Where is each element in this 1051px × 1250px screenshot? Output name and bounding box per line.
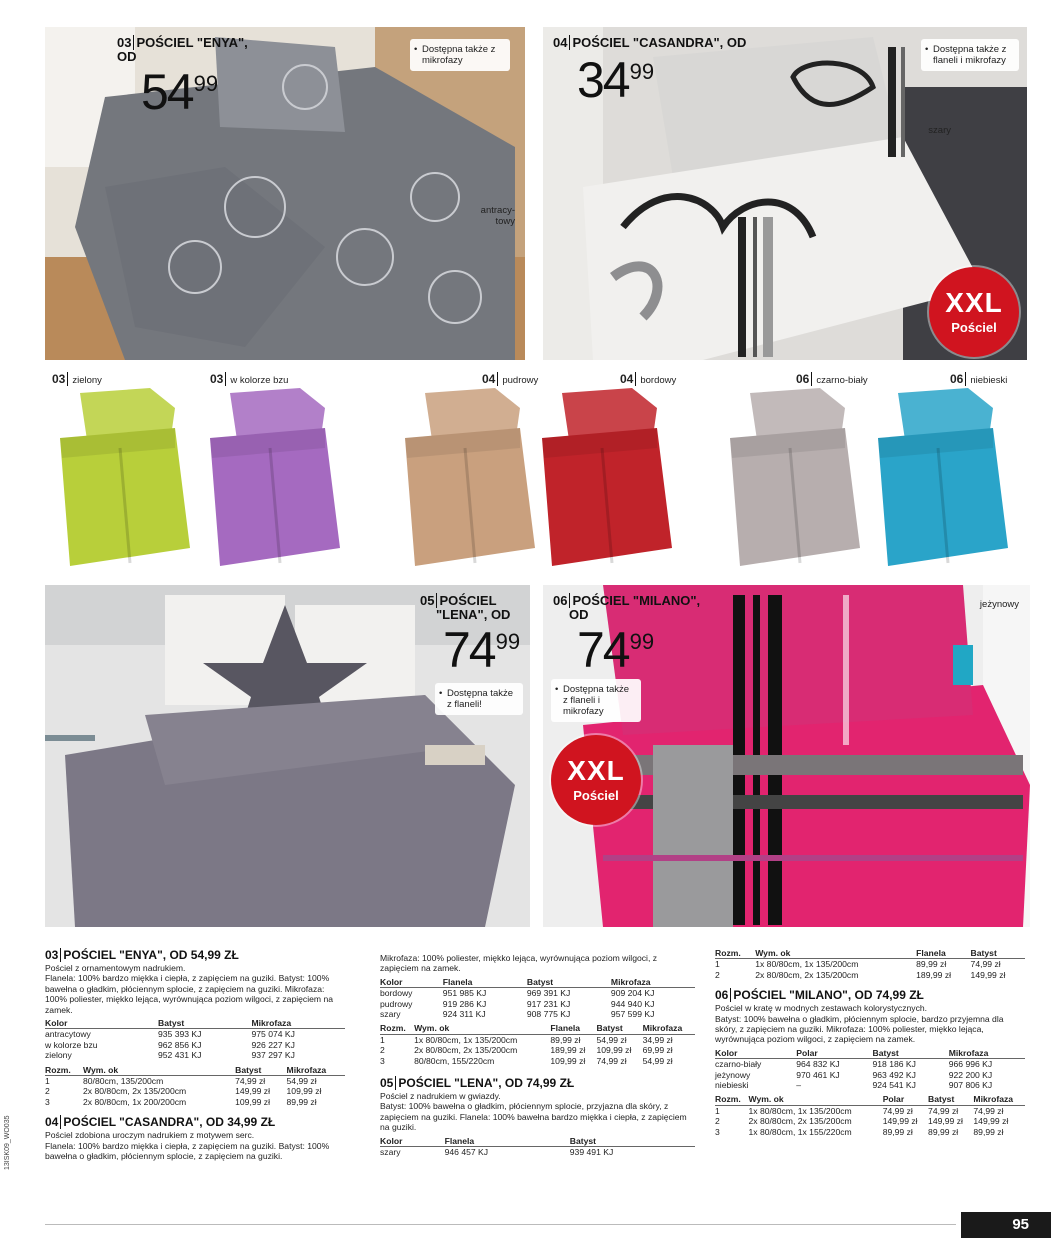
table-cell: 80/80cm, 135/200cm: [83, 1076, 164, 1087]
table-cell: 74,99 zł: [596, 1055, 627, 1066]
swatch-bedding-image: [50, 388, 195, 568]
table-cell: 922 200 KJ: [948, 1069, 993, 1080]
table-cell: 962 856 KJ: [157, 1039, 202, 1050]
table-row: [715, 1116, 1025, 1126]
enya-title: 03 POŚCIEL "ENYA", OD 54,99 ZŁ: [45, 948, 239, 962]
table-cell: 939 491 KJ: [569, 1147, 614, 1158]
table-cell: 924 541 KJ: [872, 1080, 916, 1091]
table-cell: szary: [380, 1147, 401, 1158]
table-cell: jeżynowy: [715, 1069, 751, 1080]
lena-header: 05 POŚCIEL "LENA", OD: [420, 593, 511, 622]
table-cell: 74,99 zł: [973, 1105, 1004, 1116]
table-row: [380, 1056, 695, 1066]
table-header-cell: Flanela: [443, 977, 527, 988]
table-cell: 109,99 zł: [596, 1045, 632, 1056]
enya-details: 03 POŚCIEL "ENYA", OD 54,99 ZŁ Pościel z ornamentowym nadrukiem. Flanela: 100% bardzo miękka i ciepła, z zapięciem na guziki. Batyst: 100% bawełna o gładkim, płóciennym splocie, z zapięciem na guziki. Mikrofaza: 100% poliester, miękko lejąca, wyrównująca poziom wilgoci, z zapięciem na zamek. Kolor Batyst Mikrofaza antracytowy 935 393 KJ 975 074 KJ w kolorze bzu 962 856 KJ 926 227 KJ zielony 952 431 KJ 937 297 KJ Rozm. Wym. ok Batyst Mikrofaza 1 80/80cm, 135/200cm 74,99 zł 54,99 zł 2 2x 80/80cm, 2x 135/200cm 149,99 zł 109,99 zł 3 2x 80/80cm, 1x 200/200cm 109,99 zł 89,99 zł 04 POŚCIEL "CASANDRA", OD 34,99 ZŁ Pościel zdobiona uroczym nadrukiem z motywem serc. Flanela: 100% bardzo miękka i ciepła, z zapięciem na guziki. Batyst: 100% bawełna o gładkim, płóciennym splocie, z zapięciem na guziki.: [45, 948, 345, 1162]
table-header-cell: Kolor: [380, 1136, 445, 1147]
casandra-color-label: szary: [928, 125, 951, 136]
casandra-details: Mikrofaza: 100% poliester, miękko lejąca, wyrównująca poziom wilgoci, z zapięciem na zamek. Kolor Flanela Batyst Mikrofaza bordowy 951 985 KJ 969 391 KJ 909 204 KJ pudrowy 919 286 KJ 917 231 KJ 944 940 KJ szary 924 311 KJ 908 775 KJ 957 599 KJ Rozm. Wym. ok Flanela Batyst Mikrofaza 1 1x 80/80cm, 1x 135/200cm 89,99 zł 54,99 zł 34,99 zł 2 2x 80/80cm, 2x 135/200cm 189,99 zł 109,99 zł 69,99 zł 3 80/80cm, 155/220cm 109,99 zł 74,99 zł 54,99 zł 05 POŚCIEL "LENA", OD 74,99 ZŁ Pościel z nadrukiem w gwiazdy. Batyst: 100% bawełna o gładkim, płóciennym splocie, przyjazna dla skóry, z zapięciem na guziki. Flanela: 100% bawełna bardzo miękka i ciepła, z zapięciem na guziki. Kolor Flanela Batyst szary 946 457 KJ 939 491 KJ: [380, 953, 695, 1158]
table-header-cell: Mikrofaza: [949, 1048, 1025, 1059]
table-cell: 2: [715, 1116, 720, 1127]
table-cell: 1x 80/80cm, 1x 155/220cm: [748, 1126, 852, 1137]
table-cell: 917 231 KJ: [526, 998, 571, 1009]
table-header-cell: Batyst: [235, 1065, 286, 1076]
table-header-cell: Polar: [883, 1094, 928, 1105]
table-cell: 3: [380, 1055, 385, 1066]
table-header-cell: Batyst: [971, 948, 1025, 959]
table-cell: 1x 80/80cm, 1x 135/200cm: [748, 1105, 852, 1116]
table-row: [45, 1029, 345, 1040]
table-cell: 924 311 KJ: [442, 1009, 486, 1020]
table-cell: 935 393 KJ: [157, 1029, 202, 1040]
table-cell: –: [796, 1080, 802, 1091]
milano-details: Rozm. Wym. ok Flanela Batyst 1 1x 80/80cm, 1x 135/200cm 89,99 zł 74,99 zł 2 2x 80/80cm, 2x 135/200cm 189,99 zł 149,99 zł 06 POŚCIEL "MILANO", OD 74,99 ZŁ Pościel w kratę w modnych zestawach kolorystycznych. Batyst: 100% bawełna o gładkim, płóciennym splocie, bardzo przyjemna dla skóry, z zapięciem na guziki. Mikrofaza: 100% poliester, miękko lejąca, wyrównująca poziom wilgoci, z zapięciem na zamek. Kolor Polar Batyst Mikrofaza czarno-biały 964 832 KJ 918 186 KJ 966 996 KJ jeżynowy 970 461 KJ 963 492 KJ 922 200 KJ niebieski – 924 541 KJ 907 806 KJ Rozm. Wym. ok Polar Batyst Mikrofaza 1 1x 80/80cm, 1x 135/200cm 74,99 zł 74,99 zł 74,99 zł 2 2x 80/80cm, 2x 135/200cm 149,99 zł 149,99 zł 149,99 zł 3 1x 80/80cm, 1x 155/220cm 89,99 zł 89,99 zł 89,99 zł: [715, 948, 1025, 1137]
lena-colors-table: [380, 1136, 695, 1158]
casandra-availability-note: • Dostępna także z flaneli i mikrofazy: [921, 39, 1019, 71]
table-cell: 149,99 zł: [973, 1116, 1009, 1127]
table-cell: 89,99 zł: [882, 1126, 913, 1137]
table-cell: 1: [715, 959, 720, 970]
swatch-color-name: pudrowy: [502, 375, 539, 386]
table-header-cell: Wym. ok: [749, 1094, 883, 1105]
casandra-colors-table: [380, 977, 695, 1020]
table-cell: 926 227 KJ: [251, 1039, 295, 1050]
table-row: [45, 1097, 345, 1107]
table-header-cell: Flanela: [445, 1136, 570, 1147]
swatch-color-name: bordowy: [640, 375, 677, 386]
table-cell: 89,99 zł: [928, 1126, 959, 1137]
enya-availability-note: • Dostępna także z mikrofazy: [410, 39, 510, 71]
table-cell: 909 204 KJ: [610, 988, 655, 999]
milano-sizes-table: [715, 1094, 1025, 1137]
table-row: [380, 1045, 695, 1055]
table-cell: 74,99 zł: [928, 1105, 959, 1116]
table-header-cell: Mikrofaza: [643, 1023, 695, 1034]
table-row: [45, 1040, 345, 1050]
table-cell: czarno-biały: [715, 1059, 762, 1070]
photo-casandra: [543, 27, 1027, 360]
table-cell: 970 461 KJ: [796, 1069, 840, 1080]
page-number: 95: [961, 1212, 1051, 1238]
swatch-color-name: niebieski: [970, 375, 1008, 386]
table-row: [715, 970, 1025, 980]
table-header-cell: Batyst: [928, 1094, 973, 1105]
table-cell: 2x 80/80cm, 2x 135/200cm: [83, 1086, 187, 1097]
table-cell: 89,99 zł: [550, 1034, 581, 1045]
table-cell: 109,99 zł: [286, 1086, 322, 1097]
swatch-label: [210, 372, 288, 386]
swatch-color-name: w kolorze bzu: [230, 375, 289, 386]
table-cell: 74,99 zł: [882, 1105, 913, 1116]
table-cell: 3: [45, 1096, 50, 1107]
table-cell: 964 832 KJ: [796, 1059, 840, 1070]
table-header-cell: Mikrofaza: [611, 977, 695, 988]
table-row: [715, 1080, 1025, 1090]
table-header-cell: Mikrofaza: [287, 1065, 345, 1076]
milano-availability-note: • Dostępna także z flaneli i mikrofazy: [551, 679, 641, 722]
swatch-bedding-image: [395, 388, 540, 568]
table-cell: niebieski: [715, 1080, 749, 1091]
table-cell: 189,99 zł: [550, 1045, 586, 1056]
table-cell: zielony: [45, 1050, 72, 1061]
table-header-cell: Polar: [796, 1048, 872, 1059]
table-cell: 54,99 zł: [596, 1034, 627, 1045]
table-cell: 963 492 KJ: [872, 1069, 916, 1080]
table-cell: 937 297 KJ: [251, 1050, 295, 1061]
table-cell: bordowy: [380, 988, 413, 999]
swatch-bedding-image: [868, 388, 1013, 568]
table-cell: 1: [45, 1076, 50, 1087]
table-cell: 919 286 KJ: [442, 998, 487, 1009]
table-cell: 149,99 zł: [235, 1086, 270, 1097]
table-header-cell: Kolor: [380, 977, 443, 988]
table-header-cell: Rozm.: [45, 1065, 83, 1076]
table-cell: 74,99 zł: [235, 1076, 266, 1087]
table-cell: 80/80cm, 155/220cm: [414, 1055, 495, 1066]
table-cell: antracytowy: [45, 1029, 91, 1040]
swatch-label: [620, 372, 676, 386]
swatch-number: 03: [52, 372, 68, 386]
enya-sizes-table: [45, 1065, 345, 1108]
casandra-price: 3499: [577, 52, 655, 108]
lena-price: 7499: [443, 622, 521, 678]
table-cell: 2: [715, 969, 720, 980]
table-cell: 34,99 zł: [642, 1034, 673, 1045]
table-cell: 908 775 KJ: [526, 1009, 571, 1020]
table-cell: 1x 80/80cm, 1x 135/200cm: [755, 959, 859, 970]
table-header-cell: Batyst: [597, 1023, 643, 1034]
table-cell: w kolorze bzu: [45, 1039, 98, 1050]
table-cell: 975 074 KJ: [251, 1029, 295, 1040]
table-cell: szary: [380, 1009, 401, 1020]
table-header-cell: Rozm.: [715, 948, 755, 959]
table-header-cell: Flanela: [550, 1023, 596, 1034]
table-cell: 2x 80/80cm, 2x 135/200cm: [414, 1045, 518, 1056]
milano-title: 06 POŚCIEL "MILANO", OD 74,99 ZŁ: [715, 988, 924, 1003]
table-cell: 918 186 KJ: [872, 1059, 916, 1070]
table-header-cell: Wym. ok: [83, 1065, 235, 1076]
table-header-cell: Batyst: [527, 977, 611, 988]
swatch-bedding-image: [532, 388, 677, 568]
photo-milano: [543, 585, 1030, 927]
lena-availability-note: • Dostępna także z flaneli!: [435, 683, 523, 715]
milano-price: 7499: [577, 622, 655, 678]
lena-title: 05 POŚCIEL "LENA", OD 74,99 ZŁ: [380, 1076, 575, 1091]
table-cell: 944 940 KJ: [610, 998, 655, 1009]
table-row: [715, 1070, 1025, 1080]
table-cell: 54,99 zł: [286, 1076, 317, 1087]
table-row: [380, 988, 695, 999]
table-cell: 69,99 zł: [642, 1045, 673, 1056]
photo-enya: [45, 27, 525, 360]
casandra-sizes-table: [380, 1023, 695, 1066]
table-row: [45, 1076, 345, 1087]
table-cell: 2: [45, 1086, 50, 1097]
table-cell: 946 457 KJ: [444, 1147, 489, 1158]
footer-divider: [45, 1224, 956, 1225]
table-cell: 74,99 zł: [970, 959, 1001, 970]
table-header-cell: Kolor: [45, 1018, 158, 1029]
swatch-bedding-image: [720, 388, 865, 568]
table-header-cell: Rozm.: [380, 1023, 414, 1034]
table-row: [715, 1059, 1025, 1070]
table-cell: 1: [715, 1105, 720, 1116]
casandra-title: 04 POŚCIEL "CASANDRA", OD 34,99 ZŁ: [45, 1115, 276, 1130]
catalog-code: 13ISK09_WO035: [4, 1115, 11, 1170]
xxl-badge: XXL Pościel: [929, 267, 1019, 357]
table-cell: 3: [715, 1126, 720, 1137]
table-cell: 149,99 zł: [882, 1116, 918, 1127]
table-row: [715, 959, 1025, 970]
milano-color-label: jeżynowy: [979, 599, 1019, 610]
table-cell: 149,99 zł: [970, 969, 1006, 980]
table-row: [380, 1147, 695, 1158]
table-cell: 966 996 KJ: [948, 1059, 993, 1070]
table-row: [715, 1105, 1025, 1116]
table-cell: 1x 80/80cm, 1x 135/200cm: [414, 1034, 518, 1045]
table-header-cell: Rozm.: [715, 1094, 749, 1105]
table-cell: 2: [380, 1045, 385, 1056]
swatch-number: 04: [620, 372, 636, 386]
table-row: [45, 1086, 345, 1096]
lena-sizes-table: [715, 948, 1025, 980]
table-cell: 2x 80/80cm, 1x 200/200cm: [83, 1096, 187, 1107]
table-row: [45, 1050, 345, 1060]
table-cell: pudrowy: [380, 998, 413, 1009]
table-header-cell: Kolor: [715, 1048, 796, 1059]
table-cell: 109,99 zł: [235, 1096, 270, 1107]
swatch-label: [482, 372, 538, 386]
enya-color-label: antracy-towy: [480, 205, 515, 227]
table-cell: 952 431 KJ: [157, 1050, 202, 1061]
table-cell: 957 599 KJ: [610, 1009, 655, 1020]
table-cell: 189,99 zł: [916, 969, 952, 980]
enya-header: 03 POŚCIEL "ENYA", OD: [117, 35, 248, 64]
table-cell: 951 985 KJ: [442, 988, 487, 999]
photo-lena: [45, 585, 530, 927]
swatch-number: 06: [950, 372, 966, 386]
swatch-number: 06: [796, 372, 812, 386]
table-cell: 89,99 zł: [916, 959, 947, 970]
table-row: [715, 1127, 1025, 1137]
table-cell: 89,99 zł: [973, 1126, 1004, 1137]
enya-colors-table: [45, 1018, 345, 1061]
table-cell: 149,99 zł: [928, 1116, 963, 1127]
table-cell: 1: [380, 1034, 385, 1045]
table-cell: 2x 80/80cm, 2x 135/200cm: [755, 969, 859, 980]
swatch-label: [796, 372, 868, 386]
table-cell: 109,99 zł: [550, 1055, 586, 1066]
enya-price: 5499: [141, 64, 219, 120]
table-header-cell: Wym. ok: [755, 948, 916, 959]
table-header-cell: Mikrofaza: [251, 1018, 345, 1029]
swatch-label: [950, 372, 1007, 386]
swatch-color-name: czarno-biały: [816, 375, 868, 386]
table-header-cell: Batyst: [158, 1018, 252, 1029]
table-cell: 969 391 KJ: [526, 988, 571, 999]
swatch-number: 04: [482, 372, 498, 386]
table-header-cell: Batyst: [872, 1048, 948, 1059]
xxl-badge: XXL Pościel: [551, 735, 641, 825]
swatch-number: 03: [210, 372, 226, 386]
table-cell: 2x 80/80cm, 2x 135/200cm: [748, 1116, 852, 1127]
table-cell: 89,99 zł: [286, 1096, 317, 1107]
table-cell: 54,99 zł: [642, 1055, 673, 1066]
swatch-color-name: zielony: [72, 375, 102, 386]
milano-colors-table: [715, 1048, 1025, 1091]
table-header-cell: Wym. ok: [414, 1023, 550, 1034]
casandra-header: 04 POŚCIEL "CASANDRA", OD: [553, 35, 747, 50]
table-header-cell: Flanela: [916, 948, 970, 959]
swatch-label: [52, 372, 102, 386]
swatch-bedding-image: [200, 388, 345, 568]
table-row: [380, 999, 695, 1009]
table-row: [380, 1034, 695, 1045]
milano-header: 06 POŚCIEL "MILANO", OD: [553, 593, 701, 622]
table-cell: 907 806 KJ: [948, 1080, 993, 1091]
table-header-cell: Mikrofaza: [973, 1094, 1025, 1105]
table-header-cell: Batyst: [570, 1136, 695, 1147]
table-row: [380, 1009, 695, 1019]
